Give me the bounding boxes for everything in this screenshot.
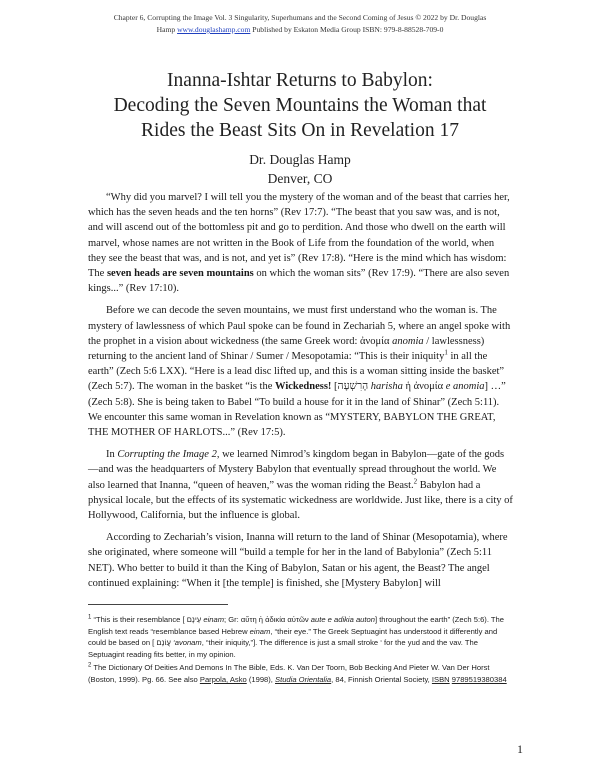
footnote-number: 1 xyxy=(88,614,92,621)
footnote-ref-1[interactable]: 1 xyxy=(444,348,448,357)
article-body xyxy=(88,190,513,598)
book-title: Corrupting the Image 2 xyxy=(117,449,217,461)
title-line-3: Rides the Beast Sits On in Revelation 17 xyxy=(141,120,459,141)
footnote-2: $^2$ The Dictionary Of Deities And Demons In The Bible, Eds. K. Van Der Toorn, Bob Becking And Pieter W. Van Der Horst (Boston, 1999). Pg. 66. See also Parpola, Asko (1998), Studia Orientalia, 84, Finnish Oriental Society, ISBN 9789519380384 xyxy=(88,662,507,684)
article-title xyxy=(40,68,560,143)
paragraph-3: In Corrupting the Image 2, we learned Nimrod’s kingdom began in Babylon—gate of the gods—and was the headquarters of Mystery Babylon that eventually spread throughout the world. We also learned that Inanna, “queen of heaven,” was the woman riding the Beast.$^2$ Babylon had a physical locale, but the effects of its systematic wickedness are worldwide. Just like, there is a city of Hollywood, California, but the influence is global. xyxy=(88,449,513,522)
footnote-ref-2[interactable]: 2 xyxy=(413,477,418,486)
author-name: Dr. Douglas Hamp xyxy=(249,152,351,167)
author-block xyxy=(40,150,560,188)
running-header xyxy=(70,12,530,36)
journal-link[interactable]: Studia Orientalia xyxy=(275,674,332,684)
title-line-2: Decoding the Seven Mountains the Woman that xyxy=(113,95,487,116)
website-link[interactable]: www.douglashamp.com xyxy=(177,25,251,34)
page-number: 1 xyxy=(517,742,523,756)
footnote-divider xyxy=(88,604,228,605)
header-author-fragment: Hamp xyxy=(156,25,178,34)
bold-phrase: seven heads are seven mountains xyxy=(106,268,254,280)
header-publisher-fragment: Published by Eskaton Media Group ISBN: 979-8-88528-709-0 xyxy=(250,25,444,34)
paragraph-2: Before we can decode the seven mountains, we must first understand who the woman is. The mystery of lawlessness of which Paul spoke can be found in Zechariah 5, where an angel spoke with the prophet in a vision about wickedness (the same Greek word: ἀνομία anomia / lawlessness) returning to the ancient land of Shinar / Sumer / Mesopotamia: “This is their iniquity$^1$ in all the earth” (Zech 5:6 LXX). “Here is a lead disc lifted up, and this is a woman sitting inside the basket” (Zech 5:7). The woman in the basket “is the Wickedness! [הָרִשְׁעָה harisha ἡ ἀνομία e anomia] …” (Zech 5:8). She is being taken to Babel “To build a house for it in the land of Shinar” (Zech 5:11). We encounter this same woman in Revelation known as “MYSTERY, BABYLON THE GREAT, THE MOTHER OF HARLOTS...” (Rev 17:5). xyxy=(88,305,511,439)
header-line-1: Chapter 6, Corrupting the Image Vol. 3 Singularity, Superhumans and the Second Coming of Jesus © 2022 by Dr. Douglas xyxy=(113,13,487,22)
title-line-1: Inanna-Ishtar Returns to Babylon: xyxy=(167,70,433,91)
header-line-2 xyxy=(70,24,530,36)
paragraph-1: “Why did you marvel? I will tell you the mystery of the woman and of the beast that carries her, which has the seven heads and the ten horns” (Rev 17:7). “The beast that you saw was, and is not, and will ascend out of the bottomless pit and go to perdition. And those who dwell on the earth will marvel, whose names are not written in the Book of Life from the foundation of the world, when they see the beast that was, and is not, and yet is” (Rev 17:8). “Here is the mind which has wisdom: The seven heads are seven mountains on which the woman sits” (Rev 17:9). “There are also seven kings...” (Rev 17:10). xyxy=(88,192,510,295)
isbn-number-link[interactable]: 9789519380384 xyxy=(451,674,507,684)
footnote-number: 2 xyxy=(88,662,92,669)
bold-phrase: Wickedness! xyxy=(275,381,332,393)
paragraph-4: According to Zechariah’s vision, Inanna will return to the land of Shinar (Mesopotamia), where she originated, where someone will “build a temple for her in the land of Babylonia” (Zech 5:11 NET). Who better to build it than the King of Babylon, Satan or his agent, the Beast? The angel continued explaining: “When it [the temple] is finished, she [Mystery Babylon] will xyxy=(88,532,508,589)
author-location: Denver, CO xyxy=(267,171,333,186)
author-link[interactable]: Parpola, Asko xyxy=(199,674,247,684)
footnote-1: $^1$ “This is their resemblance [ עֵינָם einam; Gr: αὕτη ἡ ἀδικία αὐτῶν aute e adikia auton] throughout the earth” (Zech 5:6). The English text reads “resemblance based Hebrew einam, “their eye.” The Greek Septuagint has understood it differently and could be based on [ עֲוֹנָם ‘avonam, “their iniquity,”]. The difference is just a small stroke ‘ for the yud and the vav. The Septuagint reading fits better, in my opinion. xyxy=(88,614,504,659)
footnotes xyxy=(88,614,513,687)
isbn-link[interactable]: ISBN xyxy=(431,674,450,684)
